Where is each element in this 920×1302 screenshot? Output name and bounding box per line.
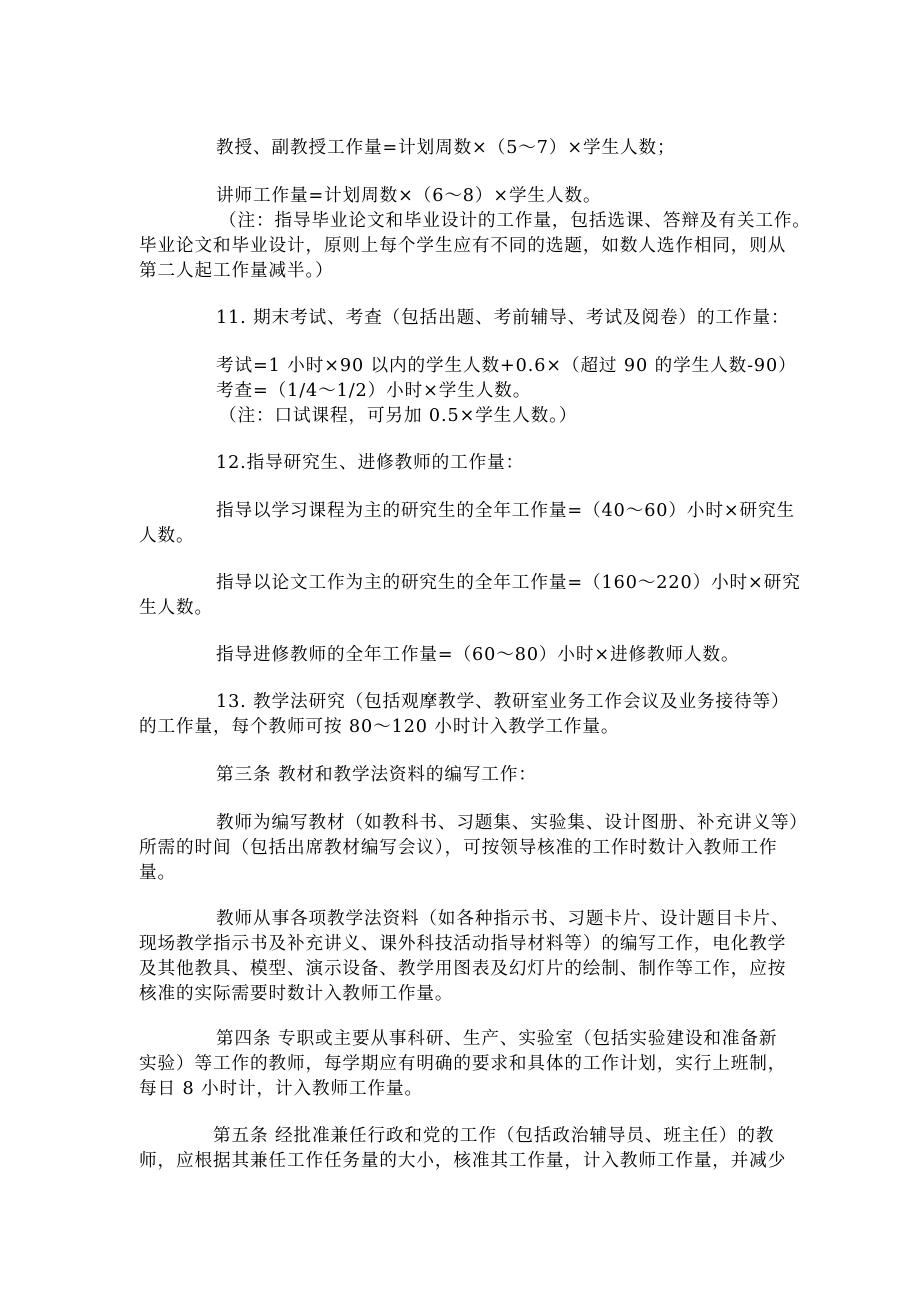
paragraph-lecturer-workload bbox=[139, 184, 785, 209]
text-line: 第三条 教材和教学法资料的编写工作： bbox=[216, 765, 537, 785]
paragraph-thesis-graduate bbox=[139, 571, 801, 621]
paragraph-item-12 bbox=[139, 451, 785, 476]
text-line: 教师从事各项教学法资料（如各种指示书、习题卡片、设计题目卡片、 bbox=[216, 909, 790, 929]
paragraph-item-13 bbox=[139, 690, 790, 740]
text-line: 生人数。 bbox=[139, 598, 213, 618]
text-line: 教授、副教授工作量=计划周数×（5～7）×学生人数； bbox=[216, 138, 676, 158]
paragraph-visiting-teacher bbox=[139, 643, 785, 668]
text-line: 毕业论文和毕业设计，原则上每个学生应有不同的选题，如数人选作相同，则从 bbox=[139, 236, 787, 256]
text-line: 指导以学习课程为主的研究生的全年工作量=（40～60）小时×研究生 bbox=[216, 501, 795, 521]
text-line: 的工作量，每个教师可按 80～120 小时计入教学工作量。 bbox=[139, 717, 620, 737]
text-line: 现场教学指示书及补充讲义、课外科技活动指导材料等）的编写工作，电化教学 bbox=[139, 934, 787, 954]
paragraph-teaching-materials bbox=[139, 907, 790, 1007]
text-line: 教师为编写教材（如教科书、习题集、实验集、设计图册、补充讲义等） bbox=[216, 813, 808, 833]
text-line: 指导进修教师的全年工作量=（60～80）小时×进修教师人数。 bbox=[216, 645, 740, 665]
text-line: 每日 8 小时计，计入教师工作量。 bbox=[139, 1079, 423, 1099]
text-line: 第五条 经批准兼任行政和党的工作（包括政治辅导员、班主任）的教 bbox=[213, 1126, 775, 1146]
text-line: （注：指导毕业论文和毕业设计的工作量，包括选课、答辩及有关工作。 bbox=[219, 211, 811, 231]
paragraph-article-5 bbox=[139, 1124, 785, 1174]
text-line: 第四条 专职或主要从事科研、生产、实验室（包括实验建设和准备新 bbox=[216, 1029, 778, 1049]
paragraph-exam-formulas bbox=[139, 354, 797, 429]
paragraph-professor-workload bbox=[139, 136, 785, 161]
text-line: 量。 bbox=[139, 863, 176, 883]
paragraph-item-11 bbox=[139, 306, 790, 331]
paragraph-textbook-writing bbox=[139, 811, 808, 886]
text-line: 师，应根据其兼任工作任务量的大小，核准其工作量，计入教师工作量，并减少 bbox=[139, 1151, 787, 1171]
text-line: 指导以论文工作为主的研究生的全年工作量=（160～220）小时×研究 bbox=[216, 573, 801, 593]
text-line: 考试=1 小时×90 以内的学生人数+0.6×（超过 90 的学生人数-90） bbox=[216, 356, 797, 376]
paragraph-course-graduate bbox=[139, 499, 795, 549]
text-line: 13. 教学法研究（包括观摩教学、教研室业务工作会议及业务接待等） bbox=[216, 692, 790, 712]
text-line: 讲师工作量=计划周数×（6～8）×学生人数。 bbox=[216, 186, 602, 206]
text-line: 12.指导研究生、进修教师的工作量： bbox=[216, 453, 525, 473]
text-line: 考查=（1/4～1/2）小时×学生人数。 bbox=[216, 381, 532, 401]
paragraph-thesis-note bbox=[139, 209, 811, 284]
paragraph-article-3-heading bbox=[139, 763, 785, 788]
text-line: 及其他教具、模型、演示设备、教学用图表及幻灯片的绘制、制作等工作，应按 bbox=[139, 959, 787, 979]
text-line: 所需的时间（包括出席教材编写会议），可按领导核准的工作时数计入教师工作 bbox=[139, 838, 778, 858]
paragraph-article-4 bbox=[139, 1027, 785, 1102]
text-line: 核准的实际需要时数计入教师工作量。 bbox=[139, 984, 454, 1004]
text-line: 第二人起工作量减半。） bbox=[139, 261, 334, 281]
text-line: 实验）等工作的教师，每学期应有明确的要求和具体的工作计划，实行上班制， bbox=[139, 1054, 787, 1074]
text-line: 11. 期末考试、考查（包括出题、考前辅导、考试及阅卷）的工作量： bbox=[216, 308, 790, 328]
text-line: 人数。 bbox=[139, 526, 195, 546]
text-line: （注：口试课程，可另加 0.5×学生人数。） bbox=[219, 406, 578, 426]
